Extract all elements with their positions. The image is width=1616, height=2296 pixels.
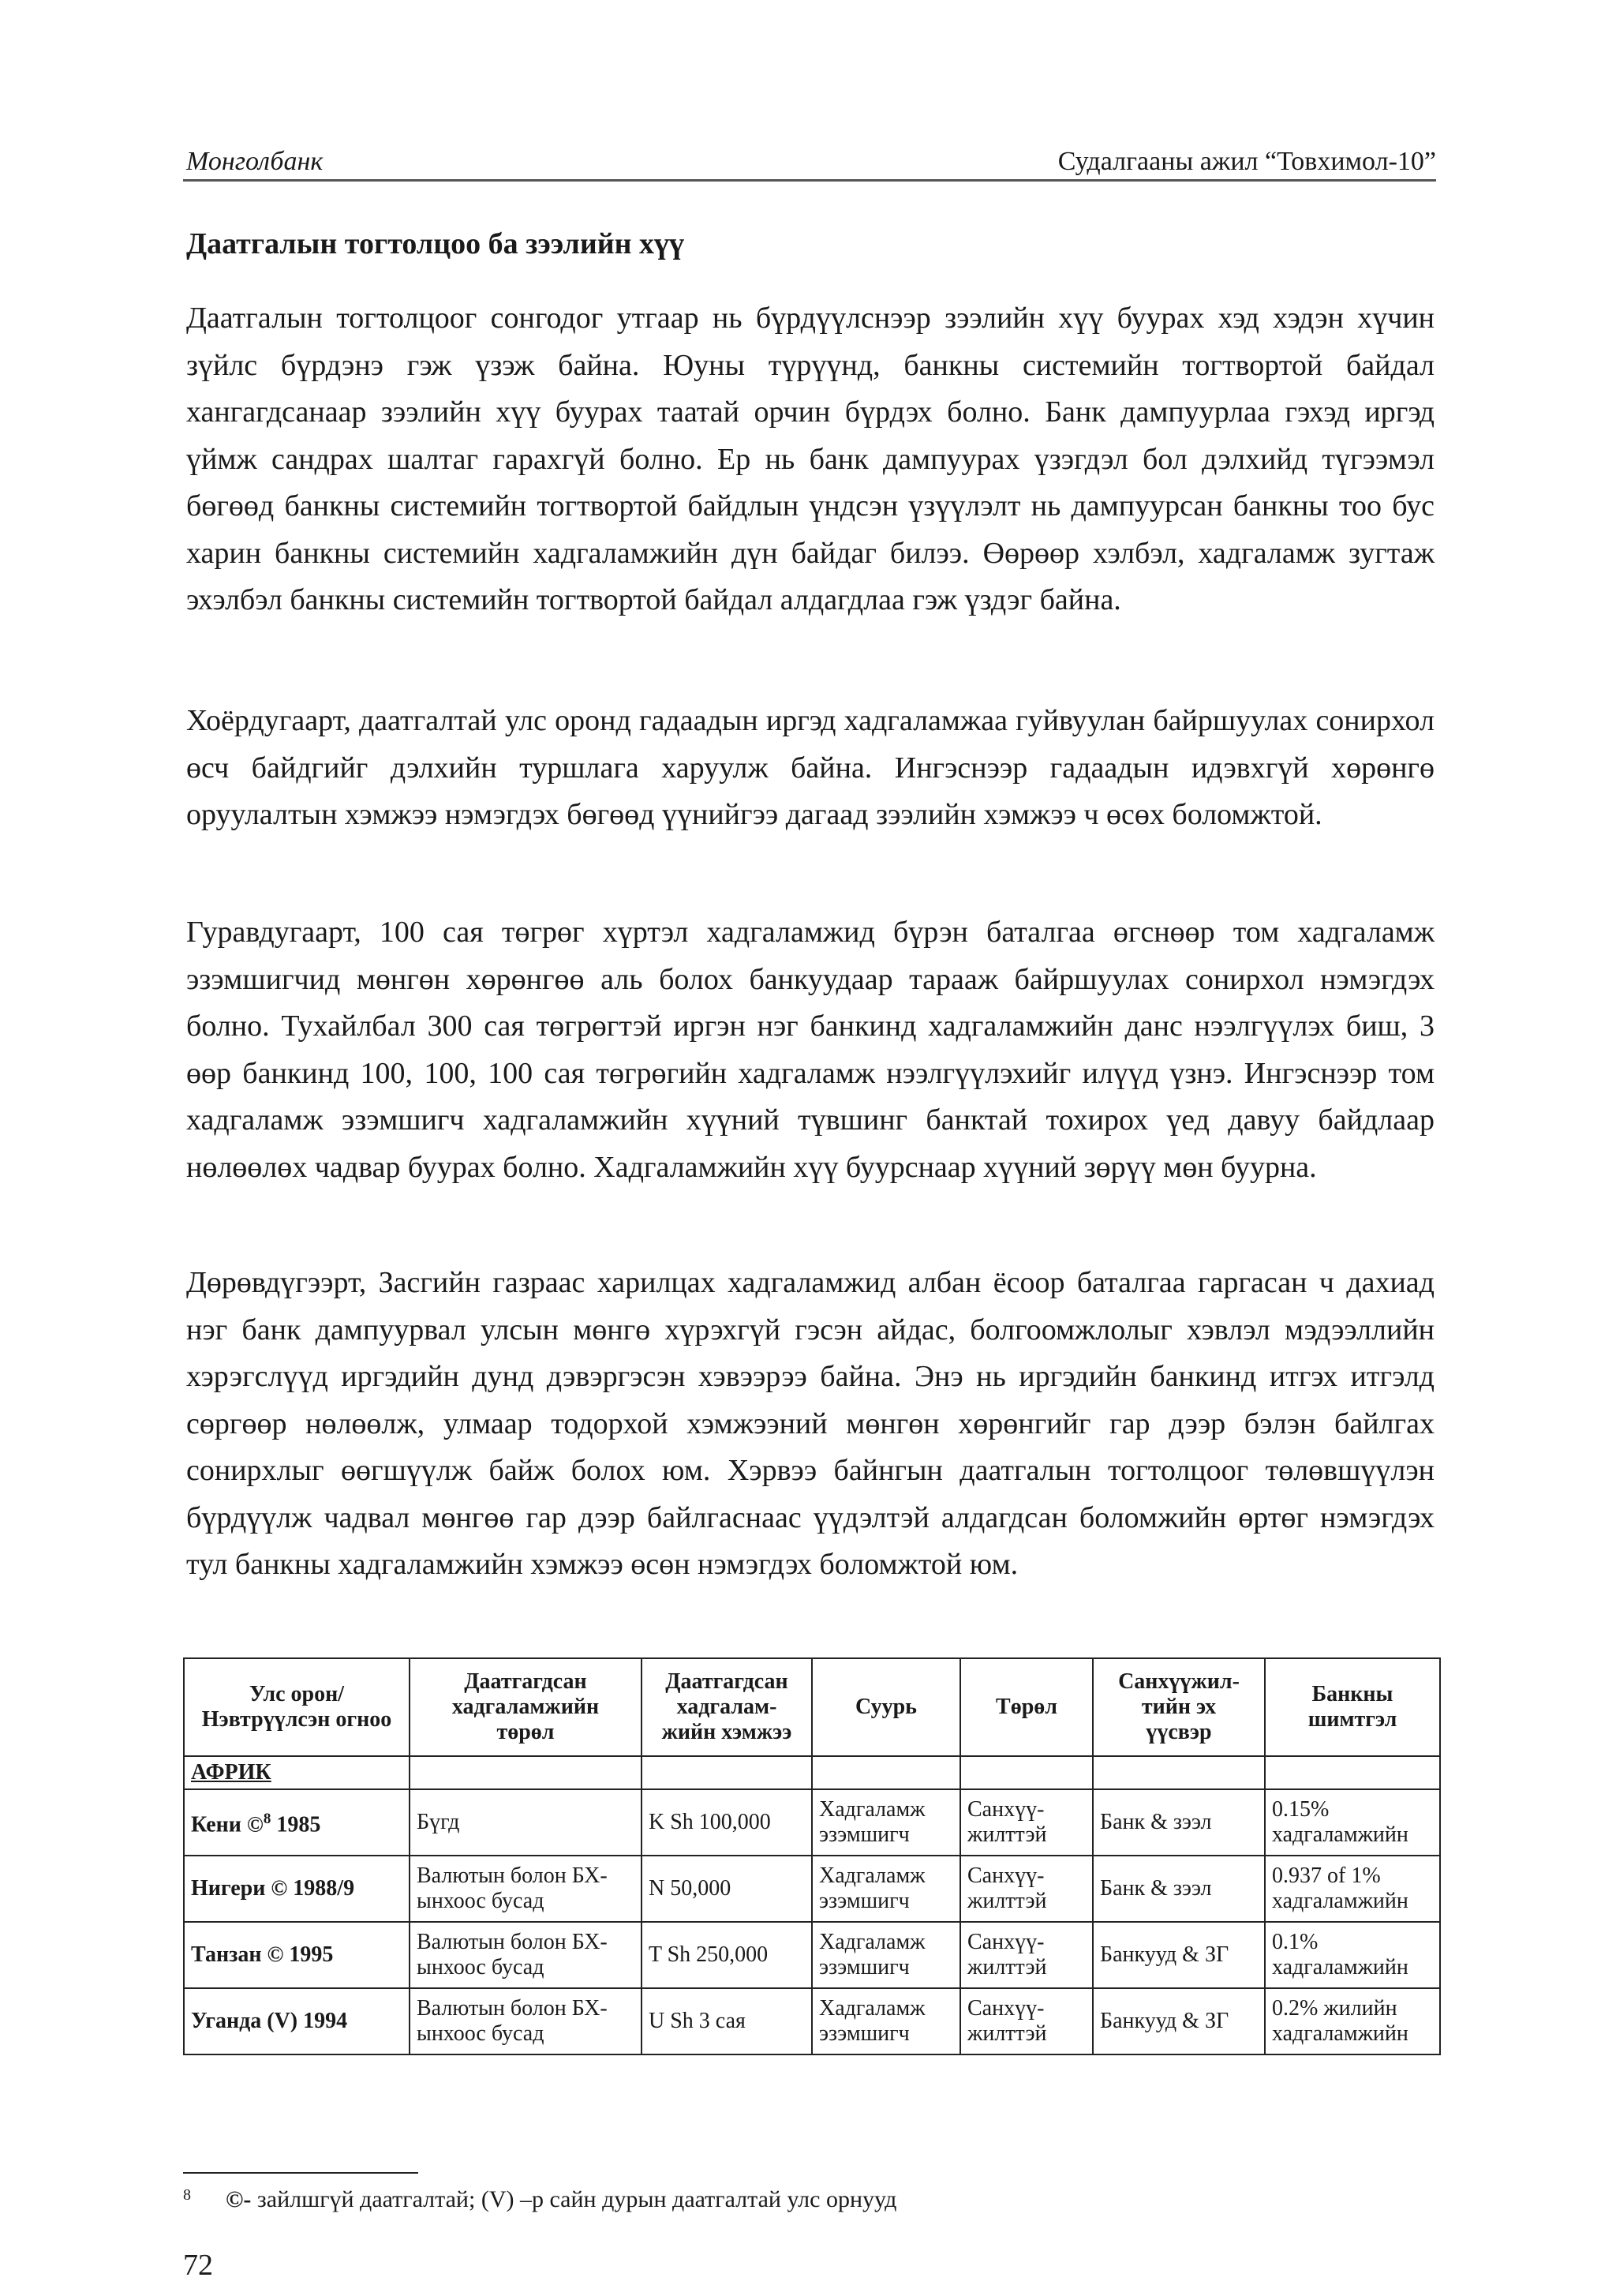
cell-kind: Санхүү- жилттэй <box>960 1856 1093 1922</box>
cell-kind: Санхүү- жилттэй <box>960 1922 1093 1988</box>
header-kind: Төрөл <box>960 1658 1093 1756</box>
header-series-title: Судалгааны ажил “Товхимол-10” <box>1057 147 1436 176</box>
page-number: 72 <box>183 2249 213 2282</box>
footnote-number: 8 <box>183 2186 191 2204</box>
cell-bank-fee: 0.15% хадгаламжийн <box>1265 1789 1440 1856</box>
table-header-row <box>184 1658 1440 1756</box>
paragraph-2: Хоёрдугаарт, даатгалтай улс оронд гадаадын иргэд хадгаламжаа гуйвуулан байршуулах сонирхол өсч байдгийг дэлхийн туршлага харуулж байна. Ингэснээр гадаадын идэвхгүй хөрөнгө оруулалтын хэмжээ нэмэгдэх бөгөөд үүнийгээ дагаад зээлийн хэмжээ ч өсөх боломжтой. <box>186 704 1435 831</box>
region-row <box>184 1756 1440 1789</box>
cell-insured-amount: K Sh 100,000 <box>642 1789 812 1856</box>
paragraph-3: Гуравдугаарт, 100 сая төгрөг хүртэл хадгаламжид бүрэн баталгаа өгснөөр том хадгаламж эзэмшигчид мөнгөн хөрөнгөө аль болох банкуудаар тарааж байршуулах сонирхол нэмэгдэх болно. Тухайлбал 300 сая төгрөгтэй иргэн нэг банкинд хадгаламжийн данс нээлгүүлэх биш, 3 өөр банкинд 100, 100, 100 сая төгрөгийн хадгаламж нээлгүүлэхийг илүүд үзнэ. Ингэснээр том хадгаламж эзэмшигч хадгаламжийн хүүний түвшинг банктай тохирох үед давуу байдлаар нөлөөлөх чадвар буурах болно. Хадгаламжийн хүү буурснаар хүүний зөрүү мөн буурна. <box>186 916 1435 1184</box>
footnote <box>183 2186 896 2213</box>
cell-base: Хадгаламж эзэмшигч <box>812 1922 960 1988</box>
header-base: Суурь <box>812 1658 960 1756</box>
running-header <box>183 147 1436 178</box>
cell-country: Нигери © 1988/9 <box>184 1856 410 1922</box>
header-funding-source: Санхүүжил- тийн эх үүсвэр <box>1093 1658 1265 1756</box>
footnote-mark: ©- <box>226 2186 252 2212</box>
cell-insured-amount: U Sh 3 сая <box>642 1988 812 2054</box>
deposit-insurance-table <box>183 1657 1441 2055</box>
header-rule <box>183 179 1436 182</box>
header-insured-type: Даатгагдсан хадгаламжийн төрөл <box>410 1658 642 1756</box>
cell-funding-source: Банкууд & ЗГ <box>1093 1922 1265 1988</box>
cell-base: Хадгаламж эзэмшигч <box>812 1988 960 2054</box>
header-bank-fee: Банкны шимтгэл <box>1265 1658 1440 1756</box>
cell-bank-fee: 0.937 of 1% хадгаламжийн <box>1265 1856 1440 1922</box>
cell-country: Кени ©$^8$ 1985 <box>184 1789 410 1856</box>
cell-country: Танзан © 1995 <box>184 1922 410 1988</box>
cell-insured-type: Валютын болон БХ- ынхоос бусад <box>410 1988 642 2054</box>
cell-insured-amount: N 50,000 <box>642 1856 812 1922</box>
cell-funding-source: Банкууд & ЗГ <box>1093 1988 1265 2054</box>
footnote-rule <box>183 2172 418 2174</box>
cell-insured-amount: T Sh 250,000 <box>642 1922 812 1988</box>
footnote-ref: 8 <box>263 1811 271 1828</box>
cell-insured-type: Валютын болон БХ- ынхоос бусад <box>410 1856 642 1922</box>
cell-kind: Санхүү- жилттэй <box>960 1789 1093 1856</box>
cell-insured-type: Валютын болон БХ- ынхоос бусад <box>410 1922 642 1988</box>
cell-kind: Санхүү- жилттэй <box>960 1988 1093 2054</box>
cell-bank-fee: 0.1% хадгаламжийн <box>1265 1922 1440 1988</box>
table-row <box>184 1856 1440 1922</box>
header-country: Улс орон/ Нэвтрүүлсэн огноо <box>184 1658 410 1756</box>
header-publisher: Монголбанк <box>186 147 324 176</box>
table-row <box>184 1988 1440 2054</box>
paragraph-4: Дөрөвдүгээрт, Засгийн газраас харилцах хадгаламжид албан ёсоор баталгаа гаргасан ч дахиад нэг банк дампуурвал улсын мөнгө хүрэхгүй гэсэн айдас, болгоомжлолыг хэвлэл мэдээллийн хэрэгслүүд иргэдийн дунд дэвэргэсэн хэвээрээ байна. Энэ нь иргэдийн банкинд итгэх итгэлд сөргөөр нөлөөлж, улмаар тодорхой хэмжээний мөнгөн хөрөнгийг гар дээр бэлэн байлгах сонирхлыг өөгшүүлж байж болох юм. Хэрвээ байнгын даатгалын тогтолцоог төлөвшүүлэн бүрдүүлж чадвал мөнгөө гар дээр байлгаснаас үүдэлтэй алдагдсан боломжийн өртөг нэмэгдэх тул банкны хадгаламжийн хэмжээ өсөн нэмэгдэх боломжтой юм. <box>186 1266 1435 1581</box>
cell-insured-type: Бүгд <box>410 1789 642 1856</box>
table-row <box>184 1789 1440 1856</box>
header-insured-amount: Даатгагдсан хадгалам- жийн хэмжээ <box>642 1658 812 1756</box>
cell-funding-source: Банк & зээл <box>1093 1856 1265 1922</box>
section-title: Даатгалын тогтолцоо ба зээлийн хүү <box>186 227 685 260</box>
cell-base: Хадгаламж эзэмшигч <box>812 1789 960 1856</box>
paragraph-1: Даатгалын тогтолцоог сонгодог утгаар нь бүрдүүлснээр зээлийн хүү буурах хэд хэдэн хүчин зүйлс бүрдэнэ гэж үзэж байна. Юуны түрүүнд, банкны системийн тогтвортой байдал хангагдсанаар зээлийн хүү буурах таатай орчин бүрдэх болно. Банк дампуурлаа гэхэд иргэд үймж сандрах шалтаг гарахгүй болно. Ер нь банк дампуурах үзэгдэл бол дэлхийд түгээмэл бөгөөд банкны системийн тогтвортой байдлын үндсэн үзүүлэлт нь дампуурсан банкны тоо бус харин банкны системийн хадгаламжийн дүн байдаг билээ. Өөрөөр хэлбэл, хадгаламж зугтаж эхэлбэл банкны системийн тогтвортой байдал алдагдлаа гэж үздэг байна. <box>186 302 1435 616</box>
cell-funding-source: Банк & зээл <box>1093 1789 1265 1856</box>
region-label: АФРИК <box>184 1756 410 1789</box>
cell-country: Уганда (V) 1994 <box>184 1988 410 2054</box>
table-row <box>184 1922 1440 1988</box>
cell-bank-fee: 0.2% жилийн хадгаламжийн <box>1265 1988 1440 2054</box>
cell-base: Хадгаламж эзэмшигч <box>812 1856 960 1922</box>
footnote-text: зайлшгүй даатгалтай; (V) –р сайн дурын даатгалтай улс орнууд <box>251 2186 897 2212</box>
